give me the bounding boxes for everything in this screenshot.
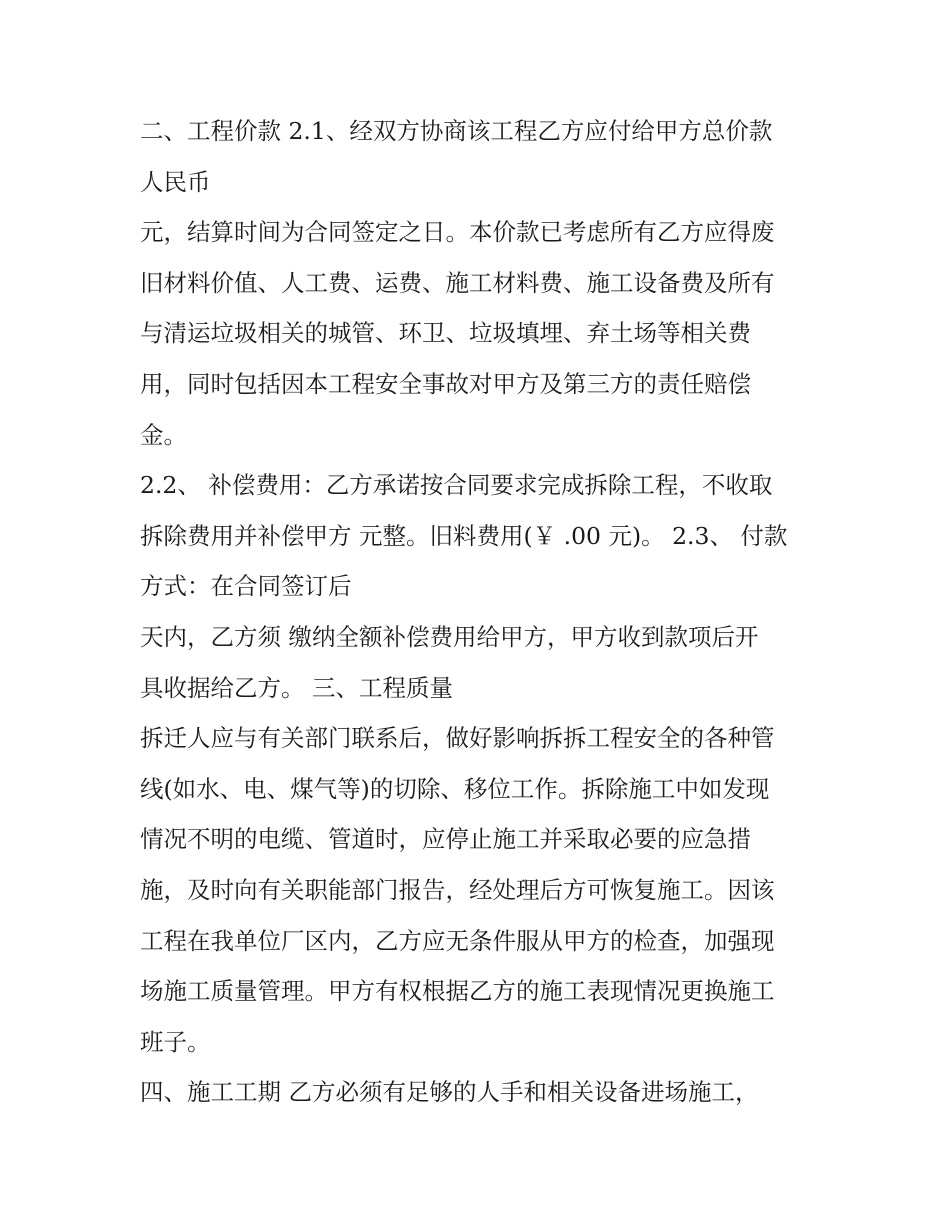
text-line: 四、施工工期 乙方必须有足够的人手和相关设备进场施工， <box>140 1078 759 1107</box>
text-line: 施，及时向有关职能部门报告，经处理后方可恢复施工。因该 <box>140 875 775 904</box>
text-line: 旧材料价值、人工费、运费、施工材料费、施工设备费及所有 <box>140 268 775 297</box>
text-line: 二、工程价款 2.1、经双方协商该工程乙方应付给甲方总价款 <box>140 117 773 145</box>
text-line: 与清运垃圾相关的城管、环卫、垃圾填埋、弃土场等相关费 <box>140 319 751 348</box>
text-line: 方式：在合同签订后 <box>140 572 352 601</box>
text-line: 情况不明的电缆、管道时，应停止施工并采取必要的应急措 <box>140 825 751 854</box>
text-line: 用，同时包括因本工程安全事故对甲方及第三方的责任赔偿 <box>140 369 751 398</box>
text-line: 元，结算时间为合同签定之日。本价款已考虑所有乙方应得废 <box>140 218 775 247</box>
text-line: 场施工质量管理。甲方有权根据乙方的施工表现情况更换施工 <box>140 977 775 1006</box>
text-line: 工程在我单位厂区内，乙方应无条件服从甲方的检查，加强现 <box>140 926 775 955</box>
text-line: 人民币 <box>140 167 211 196</box>
text-line: 拆迁人应与有关部门联系后，做好影响拆拆工程安全的各种管 <box>140 724 775 753</box>
contract-text-body <box>140 106 820 1118</box>
text-line: 金。 <box>140 420 187 449</box>
text-line: 班子。 <box>140 1027 211 1056</box>
text-line: 2.2、 补偿费用：乙方承诺按合同要求完成拆除工程，不收取 <box>140 471 773 500</box>
text-line: 具收据给乙方。 三、工程质量 <box>140 673 453 702</box>
text-line: 线(如水、电、煤气等)的切除、移位工作。拆除施工中如发现 <box>140 774 770 803</box>
text-line: 天内，乙方须 缴纳全额补偿费用给甲方，甲方收到款项后开 <box>140 622 759 651</box>
text-line: 拆除费用并补偿甲方 元整。旧料费用(￥ .00 元)。 2.3、 付款 <box>140 521 788 550</box>
